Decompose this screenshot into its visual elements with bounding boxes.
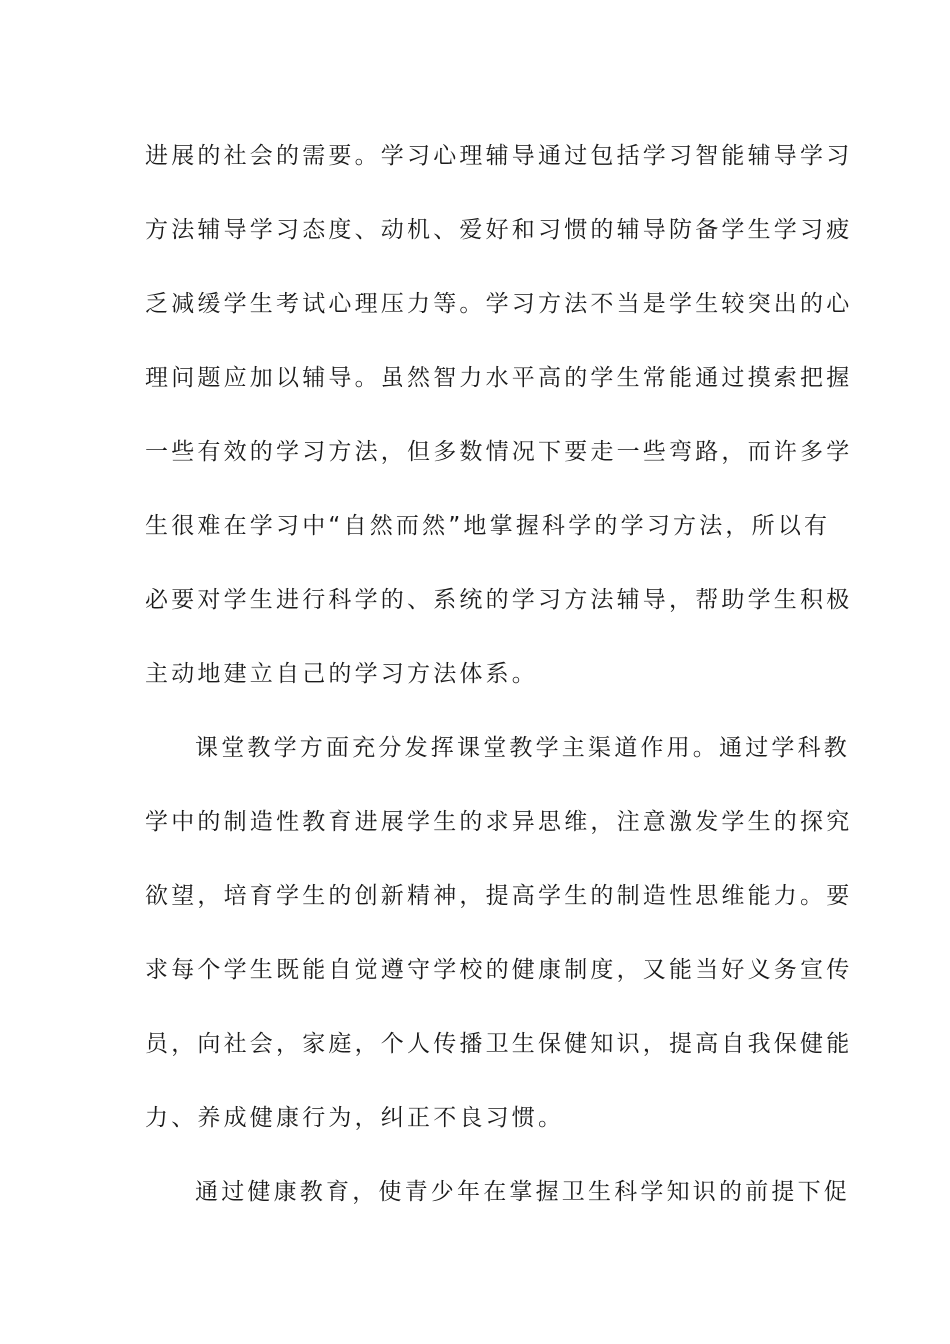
text-line: 一些有效的学习方法，但多数情况下要走一些弯路，而许多学 [145, 439, 853, 465]
text-line: 欲望，培育学生的创新精神，提高学生的制造性思维能力。要 [145, 883, 853, 909]
text-line: 进展的社会的需要。学习心理辅导通过包括学习智能辅导学习 [145, 143, 853, 169]
text-line: 主动地建立自己的学习方法体系。 [145, 661, 538, 687]
text-line: 生很难在学习中“自然而然”地掌握科学的学习方法，所以有 [145, 513, 831, 539]
paragraph-first-line: 通过健康教育，使青少年在掌握卫生科学知识的前提下促 [195, 1179, 850, 1205]
text-line: 求每个学生既能自觉遵守学校的健康制度，又能当好义务宣传 [145, 957, 853, 983]
text-line: 乏减缓学生考试心理压力等。学习方法不当是学生较突出的心 [145, 291, 853, 317]
text-line: 方法辅导学习态度、动机、爱好和习惯的辅导防备学生学习疲 [145, 217, 853, 243]
paragraph-first-line: 课堂教学方面充分发挥课堂教学主渠道作用。通过学科教 [195, 735, 850, 761]
text-line: 力、养成健康行为，纠正不良习惯。 [145, 1105, 565, 1131]
text-line: 员，向社会，家庭，个人传播卫生保健知识，提高自我保健能 [145, 1031, 853, 1057]
text-line: 理问题应加以辅导。虽然智力水平高的学生常能通过摸索把握 [145, 365, 853, 391]
text-line: 学中的制造性教育进展学生的求异思维，注意激发学生的探究 [145, 809, 853, 835]
text-line: 必要对学生进行科学的、系统的学习方法辅导，帮助学生积极 [145, 587, 853, 613]
